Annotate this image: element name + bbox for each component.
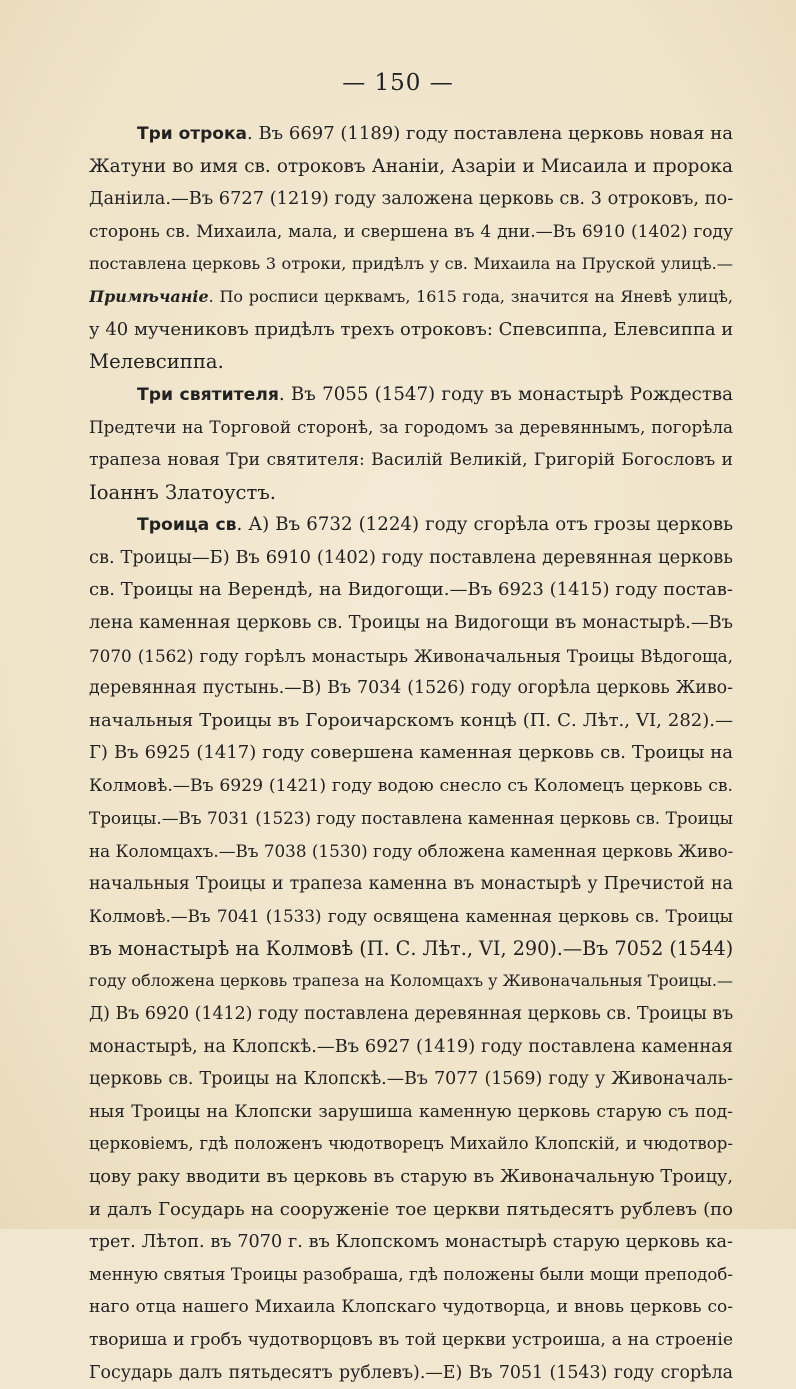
line-text: на Коломцахъ.—Въ 7038 (1530) году обложена каменная церковь Живо- <box>89 841 733 862</box>
text-line <box>89 1357 733 1389</box>
text-line <box>89 933 733 966</box>
text-line <box>89 1194 733 1227</box>
text-line <box>89 1259 733 1292</box>
line-text: менную святыя Троицы разобраша, гдѣ положены были мощи преподоб- <box>89 1264 733 1284</box>
text-line <box>89 346 733 379</box>
text-line <box>89 835 733 868</box>
page-number: — 150 — <box>342 70 454 96</box>
text-line <box>89 1161 733 1194</box>
body-text <box>89 118 733 1389</box>
text-line <box>89 444 733 477</box>
text-line <box>89 640 733 673</box>
text-line <box>89 868 733 901</box>
line-text: Жатуни во имя св. отроковъ Ананіи, Азаріи и Мисаила и пророка <box>89 155 733 177</box>
line-text: 7070 (1562) году горѣлъ монастырь Живоначальныя Троицы Вѣдогоща, <box>89 645 733 666</box>
text-line <box>89 1031 733 1064</box>
text-line <box>89 1096 733 1129</box>
section-heading: Три отрока <box>137 124 247 144</box>
line-text: . По росписи церквамъ, 1615 года, значится на Яневѣ улицѣ, <box>208 286 733 306</box>
line-text: Государь далъ пятьдесятъ рублевъ).—Е) Въ 7051 (1543) году сгорѣла <box>89 1362 733 1383</box>
line-text: св. Троицы—Б) Въ 6910 (1402) году поставлена деревянная церковь <box>89 546 733 568</box>
line-text: сторонь св. Михаила, мала, и свершена въ 4 дни.—Въ 6910 (1402) году <box>89 221 733 242</box>
line-text: начальныя Троицы въ Гороичарскомъ концѣ (П. С. Лѣт., VI, 282).— <box>89 709 733 731</box>
line-text: Г) Въ 6925 (1417) году совершена каменная церковь св. Троицы на <box>89 742 733 764</box>
line-text: . Въ 7055 (1547) году въ монастырѣ Рождества <box>278 383 733 405</box>
text-line <box>89 802 733 835</box>
line-text: въ монастырѣ на Колмовѣ (П. С. Лѣт., VI, 290).—Въ 7052 (1544) <box>89 936 733 960</box>
text-line <box>89 477 733 510</box>
line-text: начальныя Троицы и трапеза каменна въ монастырѣ у Пречистой на <box>89 873 733 894</box>
text-line <box>89 509 733 542</box>
text-line <box>89 965 733 998</box>
text-line <box>89 216 733 249</box>
text-line <box>89 542 733 575</box>
text-line <box>89 770 733 803</box>
line-text: Іоаннъ Златоустъ. <box>89 480 277 504</box>
line-text: поставлена церковь 3 отроки, придѣлъ у св. Михаила на Пруской улицѣ.— <box>89 254 733 274</box>
line-text: Колмовѣ.—Въ 7041 (1533) году освящена каменная церковь св. Троицы <box>89 906 733 927</box>
line-text: трет. Лѣтоп. въ 7070 г. въ Клопскомъ монастырѣ старую церковь ка- <box>89 1232 733 1253</box>
text-line <box>89 705 733 738</box>
line-text: наго отца нашего Михаила Клопскаго чудотворца, и вновь церковь со- <box>89 1297 733 1318</box>
line-text: св. Троицы на Верендѣ, на Видогощи.—Въ 6923 (1415) году постав- <box>89 579 733 601</box>
text-line <box>89 1226 733 1259</box>
line-text: у 40 мучениковъ придѣлъ трехъ отроковъ: Спевсиппа, Елевсиппа и <box>89 318 733 340</box>
text-line <box>89 118 733 151</box>
line-text: Даніила.—Въ 6727 (1219) году заложена церковь св. 3 отроковъ, по- <box>89 188 733 210</box>
text-line <box>89 1063 733 1096</box>
line-text: монастырѣ, на Клопскѣ.—Въ 6927 (1419) году поставлена каменная <box>89 1035 733 1057</box>
line-text: твориша и гробъ чудотворцовъ въ той церкви устроиша, а на строеніе <box>89 1329 733 1350</box>
line-text: деревянная пустынь.—В) Въ 7034 (1526) году огорѣла церковь Живо- <box>89 678 733 699</box>
line-text: . Въ 6697 (1189) году поставлена церковь новая на <box>247 123 733 144</box>
text-line <box>89 314 733 347</box>
line-text: Мелевсиппа. <box>89 350 224 374</box>
section-heading: Три святителя <box>137 384 279 405</box>
text-line <box>89 998 733 1031</box>
line-text: трапеза новая Три святителя: Василій Великій, Григорій Богословъ и <box>89 449 733 470</box>
text-line <box>89 379 733 412</box>
text-line <box>89 672 733 705</box>
line-text: и далъ Государь на сооруженіе тое церкви пятьдесятъ рублевъ (по <box>89 1198 733 1220</box>
line-text: . А) Въ 6732 (1224) году сгорѣла отъ грозы церковь <box>236 514 733 536</box>
text-line <box>89 737 733 770</box>
line-text: ныя Троицы на Клопски зарушиша каменную церковь старую съ под- <box>89 1101 733 1122</box>
text-line <box>89 1291 733 1324</box>
text-line <box>89 248 733 281</box>
note-label: Примѣчаніе <box>89 286 209 306</box>
text-line <box>89 281 733 314</box>
line-text: году обложена церковь трапеза на Коломцахъ у Живоначальныя Троицы.— <box>89 971 733 991</box>
text-line <box>89 151 733 184</box>
line-text: Предтечи на Торговой сторонѣ, за городомъ за деревяннымъ, погорѣла <box>89 417 733 438</box>
line-text: Д) Въ 6920 (1412) году поставлена деревянная церковь св. Троицы въ <box>89 1004 733 1025</box>
text-line <box>89 183 733 216</box>
line-text: Троицы.—Въ 7031 (1523) году поставлена каменная церковь св. Троицы <box>89 808 733 829</box>
text-line <box>89 1324 733 1357</box>
text-line <box>89 1128 733 1161</box>
line-text: церковіемъ, гдѣ положенъ чюдотворецъ Михайло Клопскій, и чюдотвор- <box>89 1134 733 1154</box>
section-heading: Троица св <box>137 515 237 536</box>
text-line <box>89 607 733 640</box>
text-line <box>89 574 733 607</box>
text-line <box>89 900 733 933</box>
line-text: лена каменная церковь св. Троицы на Видогощи въ монастырѣ.—Въ <box>89 611 733 633</box>
line-text: Колмовѣ.—Въ 6929 (1421) году водою снесло съ Коломецъ церковь св. <box>89 775 733 796</box>
line-text: церковь св. Троицы на Клопскѣ.—Въ 7077 (1569) году у Живоначаль- <box>89 1069 733 1090</box>
line-text: цову раку вводити въ церковь въ старую въ Живоначальную Троицу, <box>89 1167 733 1187</box>
text-line <box>89 411 733 444</box>
